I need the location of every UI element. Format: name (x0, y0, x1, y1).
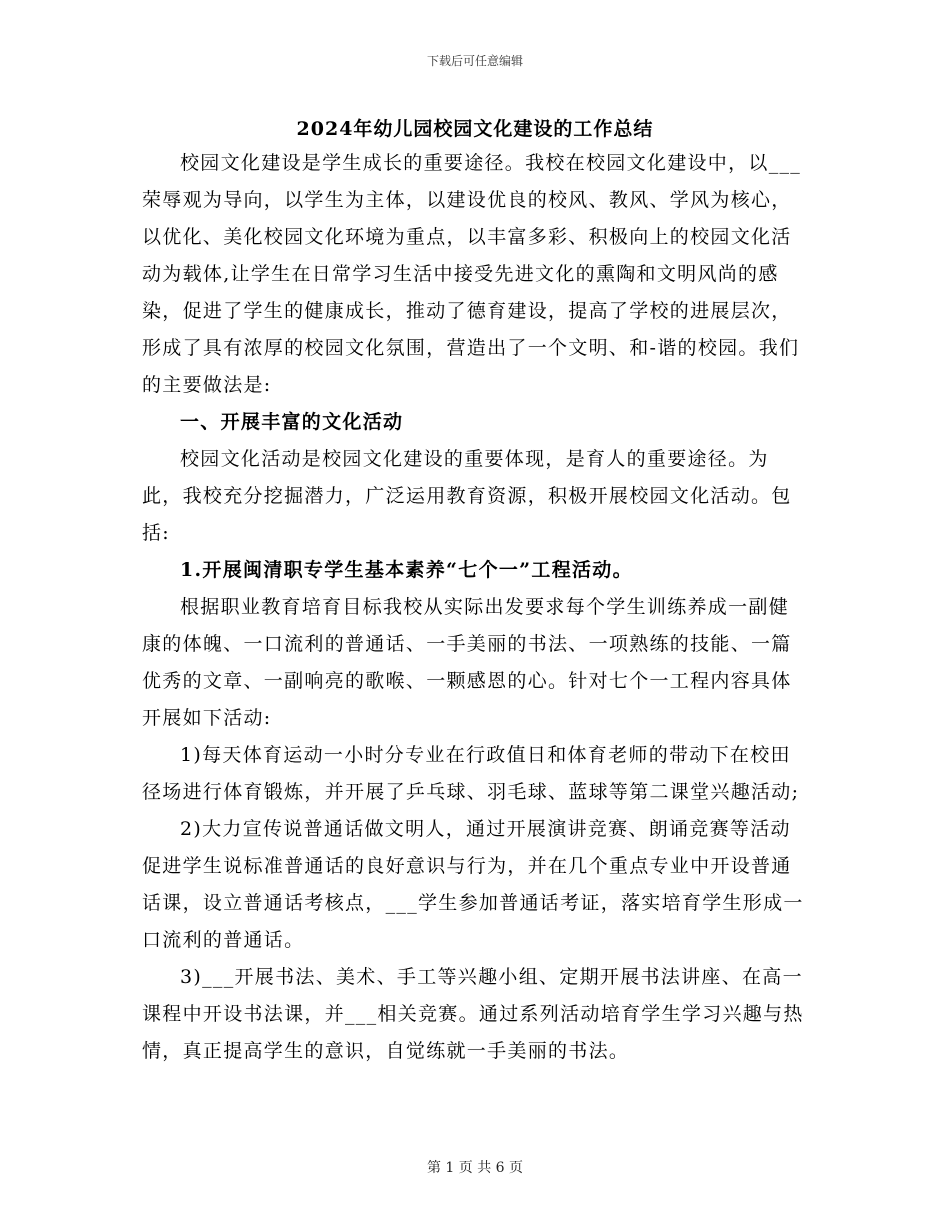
header-note: 下载后可任意编辑 (426, 54, 523, 68)
subsection-paragraph: 根据职业教育培育目标我校从实际出发要求每个学生训练养成一副健康的体魄、一口流利的普通话、一手美丽的书法、一项熟练的技能、一篇优秀的文章、一副响亮的歌喉、一颗感恩的心。针对七个一工程内容具体开展如下活动: (142, 596, 792, 729)
intro-paragraph: 校园文化建设是学生成长的重要途径。我校在校园文化建设中，以___荣辱观为导向，以学生为主体，以建设优良的校风、教风、学风为核心，以优化、美化校园文化环境为重点，以丰富多彩、积极向上的校园文化活动为载体,让学生在日常学习生活中接受先进文化的熏陶和文明风尚的感染，促进了学生的健康成长，推动了德育建设，提高了学校的进展层次，形成了具有浓厚的校园文化氛围，营造出了一个文明、和-谐的校园。我们的主要做法是: (142, 152, 802, 396)
list-item-3: 3)___开展书法、美术、手工等兴趣小组、定期开展书法讲座、在高一课程中开设书法课，并___相关竞赛。通过系列活动培育学生学习兴趣与热情，真正提高学生的意识，自觉练就一手美丽的书法。 (142, 966, 804, 1062)
list-item-2: 2)大力宣传说普通话做文明人，通过开展演讲竞赛、朗诵竞赛等活动促进学生说标准普通话的良好意识与行为，并在几个重点专业中开设普通话课，设立普通话考核点，___学生参加普通话考证，落实培育学生形成一口流利的普通话。 (142, 818, 804, 951)
section-heading: 一、开展丰富的文化活动 (180, 411, 404, 433)
list-item-1: 1)每天体育运动一小时分专业在行政值日和体育老师的带动下在校田径场进行体育锻炼，并开展了乒乓球、羽毛球、蓝球等第二课堂兴趣活动; (142, 744, 800, 803)
document-body (142, 145, 807, 1070)
page-footer: 第 1 页 共 6 页 (426, 1160, 524, 1176)
document-title: 2024年幼儿园校园文化建设的工作总结 (296, 118, 654, 140)
section-paragraph: 校园文化活动是校园文化建设的重要体现，是育人的重要途径。为此，我校充分挖掘潜力，广泛运用教育资源，积极开展校园文化活动。包括: (142, 448, 792, 544)
subsection-heading: 1.开展闽清职专学生基本素养“七个一”工程活动。 (180, 559, 633, 581)
